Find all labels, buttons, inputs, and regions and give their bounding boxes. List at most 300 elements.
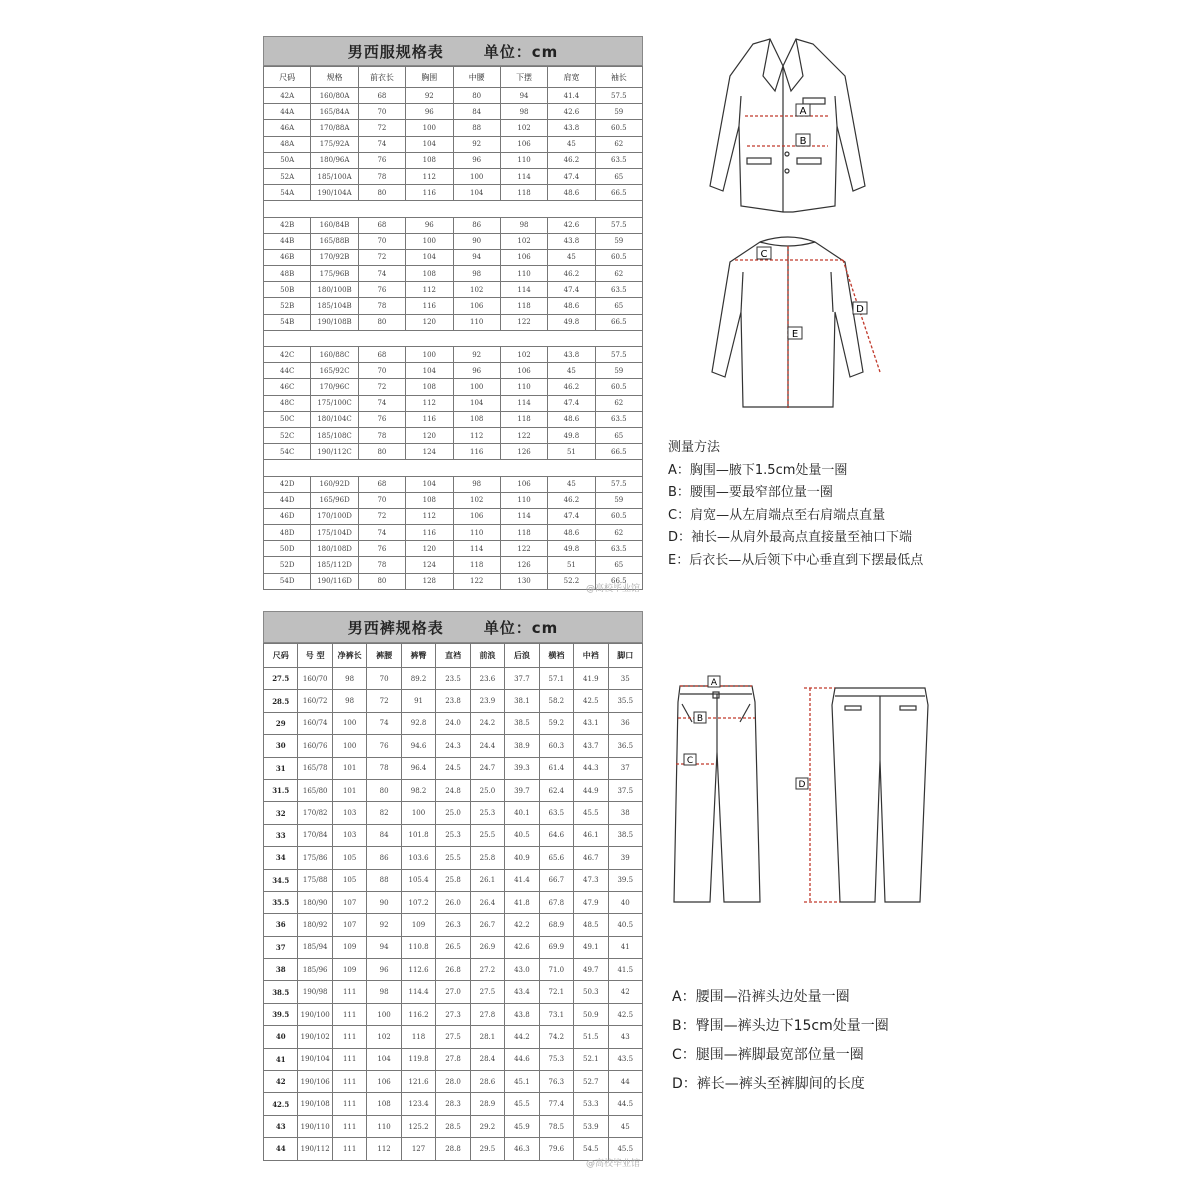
pants-method-a: A：腰围—沿裤头边处量一圈 bbox=[672, 989, 850, 1005]
pants-cell: 103 bbox=[332, 802, 366, 824]
pants-label-c: C bbox=[686, 756, 694, 766]
suit-cell: 190/104A bbox=[311, 185, 358, 201]
suit-method-c: C：肩宽—从左肩端点至右肩端点直量 bbox=[668, 507, 886, 523]
suit-cell: 190/112C bbox=[311, 444, 358, 460]
pants-cell: 47.9 bbox=[574, 891, 608, 913]
suit-chart-title-bar bbox=[263, 36, 643, 66]
pants-cell: 27.5 bbox=[264, 668, 298, 690]
suit-cell: 106 bbox=[453, 508, 500, 524]
suit-table-row bbox=[264, 444, 643, 460]
pants-cell: 180/92 bbox=[298, 914, 332, 936]
pants-cell: 170/84 bbox=[298, 824, 332, 846]
pants-header-cell: 净裤长 bbox=[332, 644, 366, 668]
pants-cell: 27.3 bbox=[436, 1003, 470, 1025]
suit-cell: 190/108B bbox=[311, 314, 358, 330]
pants-cell: 50.9 bbox=[574, 1003, 608, 1025]
pants-cell: 160/70 bbox=[298, 668, 332, 690]
suit-cell: 110 bbox=[500, 492, 547, 508]
pants-table-row bbox=[264, 981, 643, 1003]
suit-table-row bbox=[264, 298, 643, 314]
pants-cell: 25.3 bbox=[436, 824, 470, 846]
pants-cell: 190/112 bbox=[298, 1138, 332, 1160]
suit-cell: 170/88A bbox=[311, 120, 358, 136]
pants-cell: 25.0 bbox=[436, 802, 470, 824]
pants-cell: 43.7 bbox=[574, 735, 608, 757]
pants-cell: 82 bbox=[367, 802, 401, 824]
pants-cell: 25.8 bbox=[436, 869, 470, 891]
pants-cell: 44 bbox=[608, 1071, 642, 1093]
pants-cell: 58.2 bbox=[539, 690, 573, 712]
suit-cell: 47.4 bbox=[548, 508, 595, 524]
pants-cell: 39.5 bbox=[608, 869, 642, 891]
suit-cell: 59 bbox=[595, 363, 642, 379]
suit-cell: 48.6 bbox=[548, 525, 595, 541]
suit-size-chart bbox=[263, 36, 643, 589]
suit-cell: 86 bbox=[453, 217, 500, 233]
pants-cell: 37.7 bbox=[505, 668, 539, 690]
suit-cell: 68 bbox=[358, 476, 405, 492]
pants-size-chart bbox=[263, 611, 643, 1163]
suit-cell: 43.8 bbox=[548, 233, 595, 249]
pants-cell: 25.3 bbox=[470, 802, 504, 824]
suit-table-row bbox=[264, 104, 643, 120]
suit-header-cell: 肩宽 bbox=[548, 67, 595, 88]
suit-cell: 96 bbox=[453, 152, 500, 168]
suit-cell: 68 bbox=[358, 88, 405, 104]
pants-table-row bbox=[264, 1093, 643, 1115]
suit-cell: 42B bbox=[264, 217, 311, 233]
suit-header-cell: 规格 bbox=[311, 67, 358, 88]
suit-chart-title: 男西服规格表 bbox=[347, 42, 444, 61]
pants-cell: 41.9 bbox=[574, 668, 608, 690]
suit-cell: 90 bbox=[453, 233, 500, 249]
pants-table-row bbox=[264, 914, 643, 936]
pants-cell: 37 bbox=[608, 757, 642, 779]
pants-cell: 109 bbox=[332, 936, 366, 958]
suit-cell: 50D bbox=[264, 541, 311, 557]
pants-cell: 98 bbox=[332, 690, 366, 712]
pants-cell: 40.9 bbox=[505, 847, 539, 869]
pants-table-row bbox=[264, 959, 643, 981]
pants-cell: 26.7 bbox=[470, 914, 504, 936]
suit-cell: 104 bbox=[406, 476, 453, 492]
pants-cell: 28.4 bbox=[470, 1048, 504, 1070]
pants-cell: 74 bbox=[367, 712, 401, 734]
pants-cell: 42.5 bbox=[608, 1003, 642, 1025]
suit-cell: 60.5 bbox=[595, 249, 642, 265]
suit-cell: 160/88C bbox=[311, 347, 358, 363]
pants-cell: 112 bbox=[367, 1138, 401, 1160]
pants-cell: 24.4 bbox=[470, 735, 504, 757]
suit-cell: 96 bbox=[453, 363, 500, 379]
suit-cell: 45 bbox=[548, 249, 595, 265]
pants-cell: 45.5 bbox=[608, 1138, 642, 1160]
suit-cell: 175/92A bbox=[311, 136, 358, 152]
pants-cell: 38.5 bbox=[608, 824, 642, 846]
suit-cell: 122 bbox=[500, 314, 547, 330]
pants-table-row bbox=[264, 891, 643, 913]
suit-cell: 102 bbox=[500, 120, 547, 136]
pants-cell: 190/100 bbox=[298, 1003, 332, 1025]
pants-cell: 43.0 bbox=[505, 959, 539, 981]
pants-header-cell: 号 型 bbox=[298, 644, 332, 668]
pants-cell: 75.3 bbox=[539, 1048, 573, 1070]
pants-table-row bbox=[264, 712, 643, 734]
pants-cell: 38.1 bbox=[505, 690, 539, 712]
suit-cell: 46.2 bbox=[548, 492, 595, 508]
suit-cell: 94 bbox=[500, 88, 547, 104]
pants-cell: 77.4 bbox=[539, 1093, 573, 1115]
pants-back-diagram bbox=[790, 680, 940, 910]
pants-cell: 26.4 bbox=[470, 891, 504, 913]
suit-cell: 57.5 bbox=[595, 347, 642, 363]
suit-cell: 74 bbox=[358, 525, 405, 541]
suit-cell: 66.5 bbox=[595, 314, 642, 330]
pants-cell: 101 bbox=[332, 757, 366, 779]
pants-cell: 49.7 bbox=[574, 959, 608, 981]
suit-cell: 96 bbox=[406, 104, 453, 120]
pants-label-a: A bbox=[710, 678, 718, 688]
pants-cell: 24.8 bbox=[436, 779, 470, 801]
suit-chart-unit: 单位：cm bbox=[483, 42, 559, 61]
pants-header-cell: 横裆 bbox=[539, 644, 573, 668]
pants-table-row bbox=[264, 869, 643, 891]
suit-table bbox=[263, 66, 643, 590]
suit-cell: 47.4 bbox=[548, 395, 595, 411]
suit-cell: 42.6 bbox=[548, 217, 595, 233]
pants-cell: 111 bbox=[332, 1138, 366, 1160]
suit-cell: 80 bbox=[358, 573, 405, 589]
suit-cell: 112 bbox=[453, 427, 500, 443]
suit-cell: 80 bbox=[358, 444, 405, 460]
suit-cell: 106 bbox=[500, 363, 547, 379]
pants-cell: 26.9 bbox=[470, 936, 504, 958]
suit-table-row bbox=[264, 120, 643, 136]
suit-method-b: B：腰围—要最窄部位量一圈 bbox=[668, 485, 833, 500]
suit-cell: 66.5 bbox=[595, 444, 642, 460]
pants-cell: 54.5 bbox=[574, 1138, 608, 1160]
suit-cell: 76 bbox=[358, 541, 405, 557]
suit-cell: 108 bbox=[406, 492, 453, 508]
suit-cell: 110 bbox=[453, 525, 500, 541]
suit-cell: 165/84A bbox=[311, 104, 358, 120]
suit-cell: 114 bbox=[453, 541, 500, 557]
suit-cell: 84 bbox=[453, 104, 500, 120]
pants-cell: 111 bbox=[332, 1071, 366, 1093]
suit-cell: 114 bbox=[500, 395, 547, 411]
suit-cell: 110 bbox=[453, 314, 500, 330]
suit-cell: 59 bbox=[595, 233, 642, 249]
pants-cell: 175/86 bbox=[298, 847, 332, 869]
pants-cell: 40 bbox=[264, 1026, 298, 1048]
pants-cell: 111 bbox=[332, 981, 366, 1003]
suit-cell: 160/80A bbox=[311, 88, 358, 104]
pants-cell: 26.0 bbox=[436, 891, 470, 913]
pants-cell: 38 bbox=[264, 959, 298, 981]
pants-table-row bbox=[264, 824, 643, 846]
suit-cell: 165/88B bbox=[311, 233, 358, 249]
pants-cell: 41.4 bbox=[505, 869, 539, 891]
suit-cell: 92 bbox=[453, 347, 500, 363]
suit-cell: 42A bbox=[264, 88, 311, 104]
suit-cell: 128 bbox=[406, 573, 453, 589]
suit-cell: 165/92C bbox=[311, 363, 358, 379]
suit-cell: 180/96A bbox=[311, 152, 358, 168]
suit-table-row bbox=[264, 136, 643, 152]
suit-cell: 108 bbox=[406, 152, 453, 168]
pants-cell: 27.5 bbox=[470, 981, 504, 1003]
separator-cell bbox=[264, 201, 643, 217]
pants-cell: 107 bbox=[332, 914, 366, 936]
suit-cell: 50A bbox=[264, 152, 311, 168]
label-b: B bbox=[799, 136, 807, 147]
pants-cell: 25.8 bbox=[470, 847, 504, 869]
suit-cell: 112 bbox=[406, 282, 453, 298]
suit-cell: 160/84B bbox=[311, 217, 358, 233]
pants-cell: 70 bbox=[367, 668, 401, 690]
pants-cell: 114.4 bbox=[401, 981, 435, 1003]
suit-cell: 106 bbox=[500, 249, 547, 265]
suit-method-e: E：后衣长—从后领下中心垂直到下摆最低点 bbox=[668, 552, 924, 568]
pants-cell: 185/94 bbox=[298, 936, 332, 958]
pants-cell: 23.6 bbox=[470, 668, 504, 690]
suit-cell: 46C bbox=[264, 379, 311, 395]
pants-cell: 72.1 bbox=[539, 981, 573, 1003]
pants-table-row bbox=[264, 936, 643, 958]
suit-cell: 65 bbox=[595, 168, 642, 184]
pants-cell: 110.8 bbox=[401, 936, 435, 958]
suit-cell: 43.8 bbox=[548, 120, 595, 136]
pants-cell: 119.8 bbox=[401, 1048, 435, 1070]
suit-cell: 48.6 bbox=[548, 298, 595, 314]
jacket-back-diagram bbox=[695, 232, 895, 417]
pants-cell: 42.5 bbox=[574, 690, 608, 712]
suit-table-row bbox=[264, 347, 643, 363]
pants-method-d: D：裤长—裤头至裤脚间的长度 bbox=[672, 1076, 865, 1092]
suit-cell: 72 bbox=[358, 508, 405, 524]
suit-cell: 190/116D bbox=[311, 573, 358, 589]
pants-cell: 35.5 bbox=[264, 891, 298, 913]
separator-cell bbox=[264, 460, 643, 476]
pants-cell: 86 bbox=[367, 847, 401, 869]
pants-cell: 43.1 bbox=[574, 712, 608, 734]
pants-cell: 66.7 bbox=[539, 869, 573, 891]
pants-cell: 38 bbox=[608, 802, 642, 824]
suit-cell: 48A bbox=[264, 136, 311, 152]
suit-cell: 46A bbox=[264, 120, 311, 136]
suit-group-separator bbox=[264, 330, 643, 346]
label-d: D bbox=[856, 304, 864, 315]
suit-cell: 110 bbox=[500, 152, 547, 168]
pants-cell: 190/98 bbox=[298, 981, 332, 1003]
pants-cell: 35.5 bbox=[608, 690, 642, 712]
suit-cell: 130 bbox=[500, 573, 547, 589]
suit-cell: 48.6 bbox=[548, 185, 595, 201]
suit-cell: 88 bbox=[453, 120, 500, 136]
pants-cell: 52.7 bbox=[574, 1071, 608, 1093]
pants-cell: 111 bbox=[332, 1003, 366, 1025]
pants-measurement-notes bbox=[672, 983, 889, 1099]
pants-cell: 40.5 bbox=[505, 824, 539, 846]
suit-cell: 62 bbox=[595, 266, 642, 282]
pants-cell: 111 bbox=[332, 1115, 366, 1137]
suit-cell: 74 bbox=[358, 395, 405, 411]
pants-cell: 28.0 bbox=[436, 1071, 470, 1093]
pants-cell: 47.3 bbox=[574, 869, 608, 891]
suit-table-row bbox=[264, 427, 643, 443]
pants-cell: 31.5 bbox=[264, 779, 298, 801]
suit-cell: 100 bbox=[406, 347, 453, 363]
pants-table-row bbox=[264, 1071, 643, 1093]
pants-cell: 44.9 bbox=[574, 779, 608, 801]
pants-cell: 63.5 bbox=[539, 802, 573, 824]
pants-cell: 72 bbox=[367, 690, 401, 712]
suit-cell: 65 bbox=[595, 298, 642, 314]
label-c: C bbox=[760, 249, 768, 260]
pants-cell: 42.2 bbox=[505, 914, 539, 936]
pants-cell: 175/88 bbox=[298, 869, 332, 891]
pants-cell: 27.0 bbox=[436, 981, 470, 1003]
pants-cell: 33 bbox=[264, 824, 298, 846]
pants-cell: 73.1 bbox=[539, 1003, 573, 1025]
pants-cell: 44.5 bbox=[608, 1093, 642, 1115]
suit-table-row bbox=[264, 185, 643, 201]
suit-cell: 65 bbox=[595, 427, 642, 443]
pants-cell: 38.9 bbox=[505, 735, 539, 757]
suit-cell: 98 bbox=[500, 217, 547, 233]
pants-watermark: @高校毕业馆 bbox=[586, 1159, 641, 1169]
pants-cell: 48.5 bbox=[574, 914, 608, 936]
suit-cell: 46B bbox=[264, 249, 311, 265]
suit-cell: 72 bbox=[358, 249, 405, 265]
suit-cell: 47.4 bbox=[548, 168, 595, 184]
suit-cell: 100 bbox=[453, 168, 500, 184]
suit-cell: 51 bbox=[548, 557, 595, 573]
suit-cell: 92 bbox=[453, 136, 500, 152]
pants-cell: 46.7 bbox=[574, 847, 608, 869]
suit-cell: 106 bbox=[500, 476, 547, 492]
pants-cell: 123.4 bbox=[401, 1093, 435, 1115]
pants-cell: 60.3 bbox=[539, 735, 573, 757]
pants-cell: 39.7 bbox=[505, 779, 539, 801]
pants-cell: 23.5 bbox=[436, 668, 470, 690]
suit-cell: 102 bbox=[500, 233, 547, 249]
pants-cell: 34.5 bbox=[264, 869, 298, 891]
suit-table-row bbox=[264, 379, 643, 395]
suit-cell: 66.5 bbox=[595, 185, 642, 201]
pants-cell: 110 bbox=[367, 1115, 401, 1137]
pants-cell: 41.5 bbox=[608, 959, 642, 981]
pants-cell: 43 bbox=[264, 1115, 298, 1137]
pants-cell: 101.8 bbox=[401, 824, 435, 846]
suit-cell: 48.6 bbox=[548, 411, 595, 427]
suit-cell: 44A bbox=[264, 104, 311, 120]
suit-cell: 108 bbox=[453, 411, 500, 427]
separator-cell bbox=[264, 330, 643, 346]
suit-cell: 72 bbox=[358, 379, 405, 395]
suit-cell: 78 bbox=[358, 168, 405, 184]
pants-table-row bbox=[264, 802, 643, 824]
suit-cell: 118 bbox=[500, 298, 547, 314]
pants-cell: 121.6 bbox=[401, 1071, 435, 1093]
pants-cell: 28.1 bbox=[470, 1026, 504, 1048]
sleeve-measure-line bbox=[843, 260, 880, 372]
pants-cell: 190/110 bbox=[298, 1115, 332, 1137]
pants-cell: 105 bbox=[332, 847, 366, 869]
suit-cell: 70 bbox=[358, 233, 405, 249]
suit-cell: 76 bbox=[358, 282, 405, 298]
suit-cell: 114 bbox=[500, 508, 547, 524]
label-a: A bbox=[799, 106, 807, 117]
pants-cell: 107.2 bbox=[401, 891, 435, 913]
pants-cell: 165/80 bbox=[298, 779, 332, 801]
pants-cell: 127 bbox=[401, 1138, 435, 1160]
pants-cell: 90 bbox=[367, 891, 401, 913]
suit-cell: 98 bbox=[453, 476, 500, 492]
pants-header-cell: 中裆 bbox=[574, 644, 608, 668]
pants-table bbox=[263, 643, 643, 1161]
pants-cell: 80 bbox=[367, 779, 401, 801]
pants-cell: 190/106 bbox=[298, 1071, 332, 1093]
suit-cell: 48D bbox=[264, 525, 311, 541]
pants-cell: 36.5 bbox=[608, 735, 642, 757]
suit-cell: 63.5 bbox=[595, 541, 642, 557]
suit-watermark: @高校毕业馆 bbox=[586, 584, 641, 594]
suit-cell: 62 bbox=[595, 525, 642, 541]
jacket-front-diagram bbox=[695, 36, 880, 216]
pants-cell: 42.6 bbox=[505, 936, 539, 958]
pants-cell: 46.3 bbox=[505, 1138, 539, 1160]
pants-table-row bbox=[264, 668, 643, 690]
suit-cell: 48C bbox=[264, 395, 311, 411]
pants-cell: 32 bbox=[264, 802, 298, 824]
suit-table-row bbox=[264, 217, 643, 233]
pants-front-diagram bbox=[660, 672, 770, 912]
pants-cell: 40.1 bbox=[505, 802, 539, 824]
suit-cell: 49.8 bbox=[548, 427, 595, 443]
pants-cell: 100 bbox=[332, 712, 366, 734]
suit-cell: 78 bbox=[358, 298, 405, 314]
pants-cell: 27.8 bbox=[436, 1048, 470, 1070]
suit-cell: 112 bbox=[406, 168, 453, 184]
suit-table-header-row bbox=[264, 67, 643, 88]
pants-cell: 98 bbox=[332, 668, 366, 690]
pants-cell: 92.8 bbox=[401, 712, 435, 734]
pants-cell: 26.8 bbox=[436, 959, 470, 981]
pants-header-cell: 裤臀 bbox=[401, 644, 435, 668]
pants-cell: 28.6 bbox=[470, 1071, 504, 1093]
suit-cell: 52D bbox=[264, 557, 311, 573]
suit-cell: 41.4 bbox=[548, 88, 595, 104]
pants-cell: 43.4 bbox=[505, 981, 539, 1003]
pants-cell: 84 bbox=[367, 824, 401, 846]
label-e: E bbox=[791, 329, 799, 340]
suit-method-title: 测量方法 bbox=[668, 440, 721, 455]
suit-cell: 52C bbox=[264, 427, 311, 443]
pants-cell: 41.8 bbox=[505, 891, 539, 913]
suit-cell: 120 bbox=[406, 427, 453, 443]
suit-cell: 70 bbox=[358, 363, 405, 379]
suit-cell: 118 bbox=[500, 185, 547, 201]
suit-cell: 126 bbox=[500, 557, 547, 573]
pants-cell: 25.5 bbox=[470, 824, 504, 846]
pants-cell: 160/74 bbox=[298, 712, 332, 734]
pants-cell: 125.2 bbox=[401, 1115, 435, 1137]
pants-cell: 45.5 bbox=[574, 802, 608, 824]
suit-cell: 80 bbox=[453, 88, 500, 104]
suit-header-cell: 下摆 bbox=[500, 67, 547, 88]
pants-cell: 57.1 bbox=[539, 668, 573, 690]
